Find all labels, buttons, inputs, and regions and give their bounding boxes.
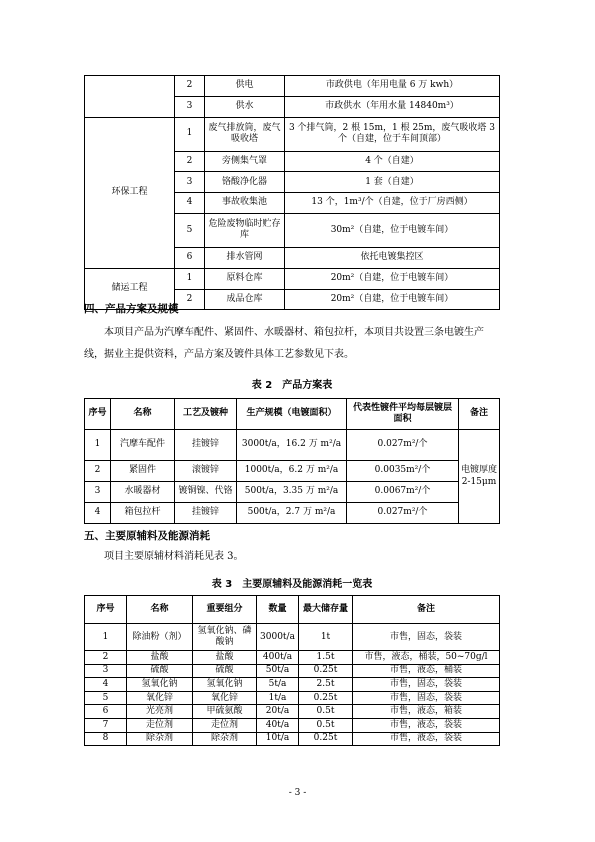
group-storage: 储运工程 xyxy=(85,268,175,310)
row-qty: 1t/a xyxy=(257,691,299,705)
table-row xyxy=(85,691,500,705)
row-desc: 20m²（自建，位于电镀车间） xyxy=(285,289,500,310)
header-cell: 名称 xyxy=(111,399,175,430)
row-num: 2 xyxy=(175,289,205,310)
header-cell: 序号 xyxy=(85,596,127,624)
row-num: 1 xyxy=(85,624,127,651)
row-name: 氢氧化钠 xyxy=(127,678,193,692)
row-num: 3 xyxy=(175,96,205,117)
row-name: 废气排放筒，废气吸收塔 xyxy=(205,117,285,151)
row-comp: 氢氧化钠 xyxy=(193,678,257,692)
row-note: 市售，固态，袋装 xyxy=(353,624,500,651)
row-name: 铬酸净化器 xyxy=(205,172,285,193)
row-desc: 4 个（自建） xyxy=(285,151,500,172)
row-name: 箱包拉杆 xyxy=(111,503,175,524)
row-area: 0.0067m²/个 xyxy=(347,482,459,503)
row-desc: 市政供电（年用电量 6 万 kwh） xyxy=(285,76,500,97)
row-qty: 50t/a xyxy=(257,664,299,678)
table-row xyxy=(85,732,500,746)
row-note: 市售，液态，箱装 xyxy=(353,705,500,719)
table-row xyxy=(85,624,500,651)
row-num: 1 xyxy=(175,117,205,151)
table-row xyxy=(85,430,500,461)
row-name: 原料仓库 xyxy=(205,268,285,289)
row-name: 事故收集池 xyxy=(205,193,285,214)
row-comp: 盐酸 xyxy=(193,651,257,665)
row-max: 0.25t xyxy=(299,691,353,705)
table-row xyxy=(85,651,500,665)
row-num: 6 xyxy=(85,705,127,719)
row-name: 成品仓库 xyxy=(205,289,285,310)
row-num: 1 xyxy=(175,268,205,289)
page-number: - 3 - xyxy=(288,788,307,798)
table-3-caption: 表 3 主要原辅料及能源消耗一览表 xyxy=(211,579,373,590)
row-note: 市售，固态，袋装 xyxy=(353,678,500,692)
header-cell: 重要组分 xyxy=(193,596,257,624)
table-row xyxy=(85,76,500,97)
row-num: 2 xyxy=(85,461,111,482)
header-cell: 数量 xyxy=(257,596,299,624)
row-num: 2 xyxy=(175,76,205,97)
row-desc: 依托电镀集控区 xyxy=(285,247,500,268)
row-qty: 20t/a xyxy=(257,705,299,719)
header-cell: 备注 xyxy=(353,596,500,624)
row-name: 供电 xyxy=(205,76,285,97)
row-comp: 甲硫氨酸 xyxy=(193,705,257,719)
row-comp: 氢氧化钠、磷酸钠 xyxy=(193,624,257,651)
row-num: 2 xyxy=(175,151,205,172)
row-note: 市售，液态，桶装，50~70g/l xyxy=(353,651,500,665)
row-area: 0.027m²/个 xyxy=(347,430,459,461)
row-process: 挂镀锌 xyxy=(175,503,237,524)
table-row xyxy=(85,705,500,719)
row-name: 水暖器材 xyxy=(111,482,175,503)
table-row xyxy=(85,268,500,289)
row-desc: 30m²（自建，位于电镀车间） xyxy=(285,213,500,247)
row-name: 盐酸 xyxy=(127,651,193,665)
row-process: 挂镀锌 xyxy=(175,430,237,461)
row-num: 1 xyxy=(85,430,111,461)
row-num: 5 xyxy=(85,691,127,705)
table-header xyxy=(85,399,500,430)
header-cell: 工艺及镀种 xyxy=(175,399,237,430)
row-comp: 除杂剂 xyxy=(193,732,257,746)
header-cell: 备注 xyxy=(459,399,500,430)
section-4-heading: 四、产品方案及规模 xyxy=(84,303,179,315)
paragraph-materials: 项目主要原辅材料消耗见表 3。 xyxy=(104,551,244,562)
row-name: 除杂剂 xyxy=(127,732,193,746)
row-scale: 500t/a，3.35 万 m²/a xyxy=(237,482,347,503)
row-max: 0.5t xyxy=(299,705,353,719)
row-name: 走位剂 xyxy=(127,718,193,732)
row-scale: 500t/a，2.7 万 m²/a xyxy=(237,503,347,524)
row-num: 3 xyxy=(85,664,127,678)
product-table xyxy=(84,398,500,524)
row-num: 3 xyxy=(175,172,205,193)
row-num: 7 xyxy=(85,718,127,732)
row-num: 4 xyxy=(85,503,111,524)
row-process: 镀铜镍、代铬 xyxy=(175,482,237,503)
row-name: 光亮剂 xyxy=(127,705,193,719)
row-num: 3 xyxy=(85,482,111,503)
row-qty: 5t/a xyxy=(257,678,299,692)
remark-cell: 电镀厚度 2-15μm xyxy=(459,430,500,524)
row-desc: 1 套（自建） xyxy=(285,172,500,193)
row-comp: 走位剂 xyxy=(193,718,257,732)
group-env: 环保工程 xyxy=(85,117,175,268)
row-comp: 氧化锌 xyxy=(193,691,257,705)
header-cell: 最大储存量 xyxy=(299,596,353,624)
row-desc: 13 个，1m³/个（自建，位于厂房西侧） xyxy=(285,193,500,214)
row-qty: 10t/a xyxy=(257,732,299,746)
table-row xyxy=(85,461,500,482)
row-note: 市售，液态，桶装 xyxy=(353,664,500,678)
row-note: 市售，液态，袋装 xyxy=(353,718,500,732)
row-area: 0.027m²/个 xyxy=(347,503,459,524)
row-scale: 1000t/a，6.2 万 m²/a xyxy=(237,461,347,482)
row-comp: 硫酸 xyxy=(193,664,257,678)
row-qty: 400t/a xyxy=(257,651,299,665)
row-name: 排水管网 xyxy=(205,247,285,268)
table-row xyxy=(85,117,500,151)
row-name: 紧固件 xyxy=(111,461,175,482)
group-cell-empty xyxy=(85,76,175,118)
row-max: 1t xyxy=(299,624,353,651)
header-cell: 代表性镀件平均每层镀层面积 xyxy=(347,399,459,430)
table-row xyxy=(85,664,500,678)
table-header xyxy=(85,596,500,624)
row-num: 2 xyxy=(85,651,127,665)
row-name: 汽摩车配件 xyxy=(111,430,175,461)
table-2-caption: 表 2 产品方案表 xyxy=(251,380,333,391)
header-cell: 名称 xyxy=(127,596,193,624)
table-row xyxy=(85,482,500,503)
row-max: 0.25t xyxy=(299,732,353,746)
row-scale: 3000t/a，16.2 万 m²/a xyxy=(237,430,347,461)
header-cell: 序号 xyxy=(85,399,111,430)
row-desc: 市政供水（年用水量 14840m³） xyxy=(285,96,500,117)
row-name: 供水 xyxy=(205,96,285,117)
row-max: 2.5t xyxy=(299,678,353,692)
row-qty: 3000t/a xyxy=(257,624,299,651)
row-desc: 3 个排气筒，2 根 15m，1 根 25m，废气吸收塔 3 个（自建，位于车间顶部） xyxy=(285,117,500,151)
table-row xyxy=(85,503,500,524)
table-row xyxy=(85,678,500,692)
row-num: 5 xyxy=(175,213,205,247)
row-qty: 40t/a xyxy=(257,718,299,732)
row-max: 1.5t xyxy=(299,651,353,665)
row-name: 危险废物临时贮存库 xyxy=(205,213,285,247)
row-process: 滚镀锌 xyxy=(175,461,237,482)
row-num: 8 xyxy=(85,732,127,746)
row-area: 0.0035m²/个 xyxy=(347,461,459,482)
row-name: 硫酸 xyxy=(127,664,193,678)
row-max: 0.5t xyxy=(299,718,353,732)
row-max: 0.25t xyxy=(299,664,353,678)
row-name: 除油粉（剂） xyxy=(127,624,193,651)
materials-table xyxy=(84,595,500,746)
row-name: 旁侧集气罩 xyxy=(205,151,285,172)
row-desc: 20m²（自建，位于电镀车间） xyxy=(285,268,500,289)
row-name: 氧化锌 xyxy=(127,691,193,705)
table-row xyxy=(85,718,500,732)
row-num: 6 xyxy=(175,247,205,268)
row-num: 4 xyxy=(85,678,127,692)
section-5-heading: 五、主要原辅料及能源消耗 xyxy=(84,530,210,542)
row-note: 市售，液态，袋装 xyxy=(353,732,500,746)
row-num: 4 xyxy=(175,193,205,214)
row-note: 市售，固态，袋装 xyxy=(353,691,500,705)
engineering-table xyxy=(84,75,500,310)
paragraph-products: 本项目产品为汽摩车配件、紧固件、水暖器材、箱包拉杆，本项目共设置三条电镀生产线，据业主提供资料，产品方案及镀件具体工艺参数见下表。 xyxy=(84,327,484,360)
header-cell: 生产规模（电镀面积） xyxy=(237,399,347,430)
